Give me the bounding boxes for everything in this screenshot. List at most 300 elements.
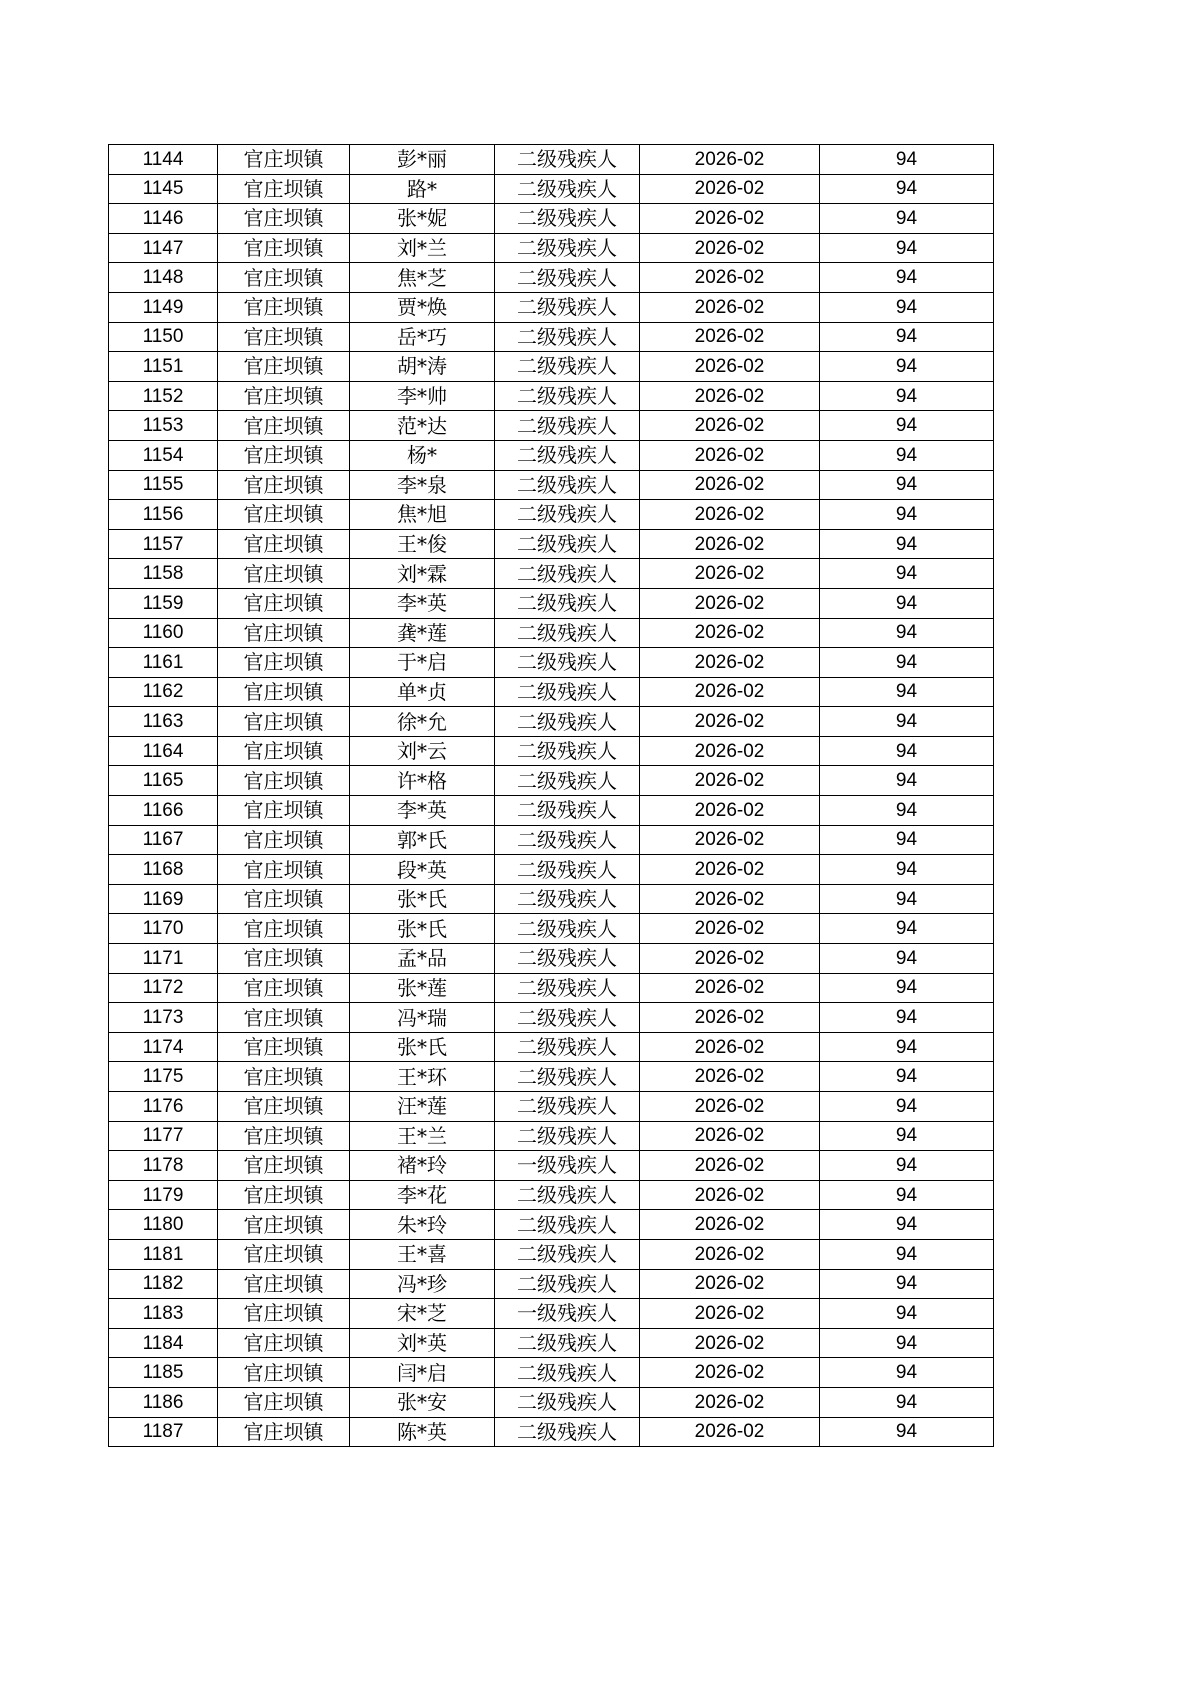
cell-id: 1187 [109,1417,218,1447]
cell-name: 彭*丽 [350,145,495,175]
cell-town: 官庄坝镇 [218,1269,350,1299]
cell-month: 2026-02 [640,1121,820,1151]
cell-month: 2026-02 [640,440,820,470]
cell-town: 官庄坝镇 [218,1328,350,1358]
table-row [109,766,994,796]
cell-month: 2026-02 [640,145,820,175]
cell-name: 龚*莲 [350,618,495,648]
cell-id: 1177 [109,1121,218,1151]
cell-amount: 94 [820,707,994,737]
cell-amount: 94 [820,944,994,974]
cell-town: 官庄坝镇 [218,1387,350,1417]
cell-amount: 94 [820,440,994,470]
cell-name: 陈*英 [350,1417,495,1447]
cell-town: 官庄坝镇 [218,440,350,470]
cell-id: 1175 [109,1062,218,1092]
cell-name: 王*俊 [350,529,495,559]
cell-level: 二级残疾人 [495,352,640,382]
cell-town: 官庄坝镇 [218,914,350,944]
table-row [109,263,994,293]
cell-month: 2026-02 [640,1062,820,1092]
cell-level: 二级残疾人 [495,707,640,737]
cell-month: 2026-02 [640,766,820,796]
cell-town: 官庄坝镇 [218,352,350,382]
cell-level: 二级残疾人 [495,1180,640,1210]
cell-month: 2026-02 [640,500,820,530]
cell-name: 汪*莲 [350,1092,495,1122]
cell-id: 1149 [109,292,218,322]
table-row [109,944,994,974]
cell-month: 2026-02 [640,1417,820,1447]
cell-amount: 94 [820,500,994,530]
cell-level: 二级残疾人 [495,1121,640,1151]
table-row [109,1003,994,1033]
cell-id: 1170 [109,914,218,944]
table-row [109,204,994,234]
cell-amount: 94 [820,145,994,175]
cell-month: 2026-02 [640,381,820,411]
cell-name: 冯*珍 [350,1269,495,1299]
cell-name: 李*帅 [350,381,495,411]
cell-town: 官庄坝镇 [218,411,350,441]
cell-id: 1152 [109,381,218,411]
cell-name: 郭*氏 [350,825,495,855]
cell-amount: 94 [820,1358,994,1388]
cell-town: 官庄坝镇 [218,145,350,175]
cell-month: 2026-02 [640,204,820,234]
cell-month: 2026-02 [640,736,820,766]
cell-amount: 94 [820,648,994,678]
cell-month: 2026-02 [640,796,820,826]
data-table [108,144,994,1447]
cell-amount: 94 [820,233,994,263]
cell-name: 张*莲 [350,973,495,1003]
cell-town: 官庄坝镇 [218,618,350,648]
cell-name: 张*妮 [350,204,495,234]
table-body [109,145,994,1447]
cell-month: 2026-02 [640,825,820,855]
cell-name: 段*英 [350,855,495,885]
cell-month: 2026-02 [640,914,820,944]
cell-town: 官庄坝镇 [218,1151,350,1181]
cell-id: 1180 [109,1210,218,1240]
cell-month: 2026-02 [640,233,820,263]
cell-amount: 94 [820,1328,994,1358]
cell-amount: 94 [820,796,994,826]
cell-amount: 94 [820,204,994,234]
cell-month: 2026-02 [640,322,820,352]
cell-month: 2026-02 [640,1358,820,1388]
cell-id: 1185 [109,1358,218,1388]
cell-id: 1151 [109,352,218,382]
cell-amount: 94 [820,352,994,382]
cell-id: 1179 [109,1180,218,1210]
cell-name: 张*氏 [350,884,495,914]
cell-id: 1171 [109,944,218,974]
table-row [109,855,994,885]
cell-name: 褚*玲 [350,1151,495,1181]
table-row [109,470,994,500]
table-row [109,322,994,352]
table-row [109,648,994,678]
cell-month: 2026-02 [640,707,820,737]
cell-id: 1183 [109,1299,218,1329]
table-row [109,1092,994,1122]
cell-town: 官庄坝镇 [218,174,350,204]
cell-amount: 94 [820,1062,994,1092]
cell-month: 2026-02 [640,648,820,678]
cell-amount: 94 [820,1092,994,1122]
cell-month: 2026-02 [640,411,820,441]
table-row [109,1239,994,1269]
cell-level: 二级残疾人 [495,766,640,796]
cell-town: 官庄坝镇 [218,766,350,796]
table-row [109,174,994,204]
table-row [109,796,994,826]
cell-month: 2026-02 [640,352,820,382]
cell-month: 2026-02 [640,470,820,500]
cell-name: 贾*焕 [350,292,495,322]
cell-level: 二级残疾人 [495,1417,640,1447]
cell-amount: 94 [820,1299,994,1329]
cell-id: 1154 [109,440,218,470]
cell-id: 1153 [109,411,218,441]
cell-name: 单*贞 [350,677,495,707]
cell-month: 2026-02 [640,1387,820,1417]
cell-level: 二级残疾人 [495,145,640,175]
table-row [109,884,994,914]
table-row [109,1269,994,1299]
cell-name: 李*英 [350,588,495,618]
table-row [109,145,994,175]
cell-level: 二级残疾人 [495,1239,640,1269]
cell-month: 2026-02 [640,944,820,974]
cell-amount: 94 [820,1032,994,1062]
cell-amount: 94 [820,1239,994,1269]
cell-id: 1150 [109,322,218,352]
cell-month: 2026-02 [640,1328,820,1358]
cell-month: 2026-02 [640,559,820,589]
cell-name: 张*氏 [350,914,495,944]
cell-town: 官庄坝镇 [218,1210,350,1240]
cell-id: 1172 [109,973,218,1003]
cell-amount: 94 [820,1417,994,1447]
cell-amount: 94 [820,736,994,766]
cell-amount: 94 [820,174,994,204]
cell-town: 官庄坝镇 [218,884,350,914]
cell-name: 于*启 [350,648,495,678]
cell-name: 胡*涛 [350,352,495,382]
cell-name: 刘*霖 [350,559,495,589]
cell-id: 1159 [109,588,218,618]
cell-id: 1155 [109,470,218,500]
cell-name: 徐*允 [350,707,495,737]
cell-level: 二级残疾人 [495,292,640,322]
cell-level: 二级残疾人 [495,1032,640,1062]
cell-amount: 94 [820,618,994,648]
cell-month: 2026-02 [640,1092,820,1122]
cell-month: 2026-02 [640,1299,820,1329]
cell-id: 1174 [109,1032,218,1062]
cell-level: 二级残疾人 [495,1387,640,1417]
cell-level: 二级残疾人 [495,174,640,204]
cell-level: 二级残疾人 [495,588,640,618]
cell-id: 1160 [109,618,218,648]
cell-level: 二级残疾人 [495,973,640,1003]
cell-town: 官庄坝镇 [218,263,350,293]
cell-id: 1157 [109,529,218,559]
cell-town: 官庄坝镇 [218,944,350,974]
cell-amount: 94 [820,381,994,411]
cell-month: 2026-02 [640,1032,820,1062]
cell-month: 2026-02 [640,263,820,293]
cell-town: 官庄坝镇 [218,677,350,707]
cell-id: 1148 [109,263,218,293]
cell-id: 1163 [109,707,218,737]
cell-id: 1169 [109,884,218,914]
cell-level: 一级残疾人 [495,1299,640,1329]
cell-level: 二级残疾人 [495,381,640,411]
cell-name: 闫*启 [350,1358,495,1388]
cell-name: 焦*芝 [350,263,495,293]
cell-month: 2026-02 [640,884,820,914]
cell-level: 二级残疾人 [495,1210,640,1240]
cell-id: 1186 [109,1387,218,1417]
cell-name: 焦*旭 [350,500,495,530]
cell-town: 官庄坝镇 [218,973,350,1003]
cell-amount: 94 [820,855,994,885]
cell-amount: 94 [820,884,994,914]
cell-id: 1167 [109,825,218,855]
table-row [109,736,994,766]
cell-id: 1176 [109,1092,218,1122]
cell-town: 官庄坝镇 [218,204,350,234]
table-row [109,1358,994,1388]
table-row [109,440,994,470]
cell-level: 二级残疾人 [495,440,640,470]
cell-amount: 94 [820,1180,994,1210]
cell-name: 张*氏 [350,1032,495,1062]
cell-amount: 94 [820,263,994,293]
cell-name: 刘*兰 [350,233,495,263]
cell-name: 刘*云 [350,736,495,766]
cell-town: 官庄坝镇 [218,1092,350,1122]
cell-town: 官庄坝镇 [218,796,350,826]
cell-month: 2026-02 [640,1210,820,1240]
cell-amount: 94 [820,470,994,500]
table-row [109,411,994,441]
cell-id: 1145 [109,174,218,204]
cell-amount: 94 [820,588,994,618]
cell-town: 官庄坝镇 [218,1239,350,1269]
table-row [109,618,994,648]
cell-town: 官庄坝镇 [218,1003,350,1033]
cell-amount: 94 [820,1269,994,1299]
cell-id: 1161 [109,648,218,678]
cell-level: 二级残疾人 [495,411,640,441]
cell-name: 冯*瑞 [350,1003,495,1033]
cell-town: 官庄坝镇 [218,1062,350,1092]
table-row [109,352,994,382]
cell-name: 王*兰 [350,1121,495,1151]
cell-id: 1146 [109,204,218,234]
cell-name: 孟*品 [350,944,495,974]
cell-level: 二级残疾人 [495,677,640,707]
cell-level: 二级残疾人 [495,263,640,293]
cell-month: 2026-02 [640,1180,820,1210]
cell-id: 1173 [109,1003,218,1033]
cell-town: 官庄坝镇 [218,736,350,766]
cell-level: 二级残疾人 [495,944,640,974]
cell-amount: 94 [820,1210,994,1240]
cell-amount: 94 [820,1151,994,1181]
table-row [109,1032,994,1062]
cell-town: 官庄坝镇 [218,825,350,855]
table-row [109,381,994,411]
cell-amount: 94 [820,1121,994,1151]
cell-name: 许*格 [350,766,495,796]
cell-level: 一级残疾人 [495,1151,640,1181]
cell-month: 2026-02 [640,588,820,618]
cell-amount: 94 [820,529,994,559]
cell-level: 二级残疾人 [495,1269,640,1299]
cell-level: 二级残疾人 [495,1003,640,1033]
cell-amount: 94 [820,292,994,322]
table-row [109,1210,994,1240]
cell-level: 二级残疾人 [495,204,640,234]
cell-level: 二级残疾人 [495,825,640,855]
cell-level: 二级残疾人 [495,500,640,530]
cell-level: 二级残疾人 [495,736,640,766]
cell-amount: 94 [820,1003,994,1033]
cell-month: 2026-02 [640,292,820,322]
cell-town: 官庄坝镇 [218,855,350,885]
cell-id: 1165 [109,766,218,796]
cell-level: 二级残疾人 [495,322,640,352]
cell-name: 张*安 [350,1387,495,1417]
cell-id: 1156 [109,500,218,530]
cell-amount: 94 [820,411,994,441]
cell-amount: 94 [820,766,994,796]
cell-id: 1162 [109,677,218,707]
cell-amount: 94 [820,322,994,352]
cell-name: 李*英 [350,796,495,826]
cell-town: 官庄坝镇 [218,233,350,263]
cell-town: 官庄坝镇 [218,1299,350,1329]
cell-level: 二级残疾人 [495,884,640,914]
cell-town: 官庄坝镇 [218,1358,350,1388]
cell-town: 官庄坝镇 [218,707,350,737]
cell-id: 1178 [109,1151,218,1181]
cell-name: 李*泉 [350,470,495,500]
table-row [109,1417,994,1447]
cell-name: 杨* [350,440,495,470]
cell-id: 1147 [109,233,218,263]
table-row [109,292,994,322]
cell-amount: 94 [820,1387,994,1417]
cell-id: 1144 [109,145,218,175]
cell-town: 官庄坝镇 [218,1121,350,1151]
table-row [109,559,994,589]
cell-town: 官庄坝镇 [218,381,350,411]
cell-id: 1182 [109,1269,218,1299]
cell-amount: 94 [820,677,994,707]
cell-amount: 94 [820,973,994,1003]
cell-level: 二级残疾人 [495,648,640,678]
cell-town: 官庄坝镇 [218,322,350,352]
table-row [109,500,994,530]
cell-name: 岳*巧 [350,322,495,352]
table-row [109,1387,994,1417]
cell-level: 二级残疾人 [495,796,640,826]
cell-id: 1168 [109,855,218,885]
cell-id: 1184 [109,1328,218,1358]
cell-name: 刘*英 [350,1328,495,1358]
cell-month: 2026-02 [640,1003,820,1033]
cell-name: 宋*芝 [350,1299,495,1329]
cell-town: 官庄坝镇 [218,529,350,559]
cell-name: 王*喜 [350,1239,495,1269]
cell-month: 2026-02 [640,1151,820,1181]
cell-id: 1181 [109,1239,218,1269]
table-row [109,588,994,618]
cell-month: 2026-02 [640,973,820,1003]
table-row [109,677,994,707]
table-row [109,1121,994,1151]
cell-name: 王*环 [350,1062,495,1092]
cell-month: 2026-02 [640,677,820,707]
cell-level: 二级残疾人 [495,529,640,559]
cell-level: 二级残疾人 [495,470,640,500]
cell-town: 官庄坝镇 [218,1417,350,1447]
table-row [109,233,994,263]
cell-town: 官庄坝镇 [218,588,350,618]
cell-town: 官庄坝镇 [218,470,350,500]
cell-town: 官庄坝镇 [218,1180,350,1210]
cell-level: 二级残疾人 [495,914,640,944]
table-row [109,1180,994,1210]
cell-level: 二级残疾人 [495,1358,640,1388]
cell-month: 2026-02 [640,1239,820,1269]
cell-name: 范*达 [350,411,495,441]
cell-town: 官庄坝镇 [218,500,350,530]
table-row [109,825,994,855]
cell-amount: 94 [820,559,994,589]
cell-town: 官庄坝镇 [218,648,350,678]
cell-level: 二级残疾人 [495,1062,640,1092]
cell-amount: 94 [820,825,994,855]
table-row [109,973,994,1003]
cell-month: 2026-02 [640,618,820,648]
cell-name: 李*花 [350,1180,495,1210]
cell-month: 2026-02 [640,529,820,559]
cell-amount: 94 [820,914,994,944]
cell-month: 2026-02 [640,174,820,204]
cell-town: 官庄坝镇 [218,559,350,589]
table-row [109,914,994,944]
cell-id: 1158 [109,559,218,589]
cell-month: 2026-02 [640,855,820,885]
cell-id: 1166 [109,796,218,826]
table-row [109,1328,994,1358]
table-row [109,1151,994,1181]
cell-month: 2026-02 [640,1269,820,1299]
cell-level: 二级残疾人 [495,1092,640,1122]
table-row [109,1299,994,1329]
cell-town: 官庄坝镇 [218,292,350,322]
cell-level: 二级残疾人 [495,618,640,648]
cell-level: 二级残疾人 [495,855,640,885]
